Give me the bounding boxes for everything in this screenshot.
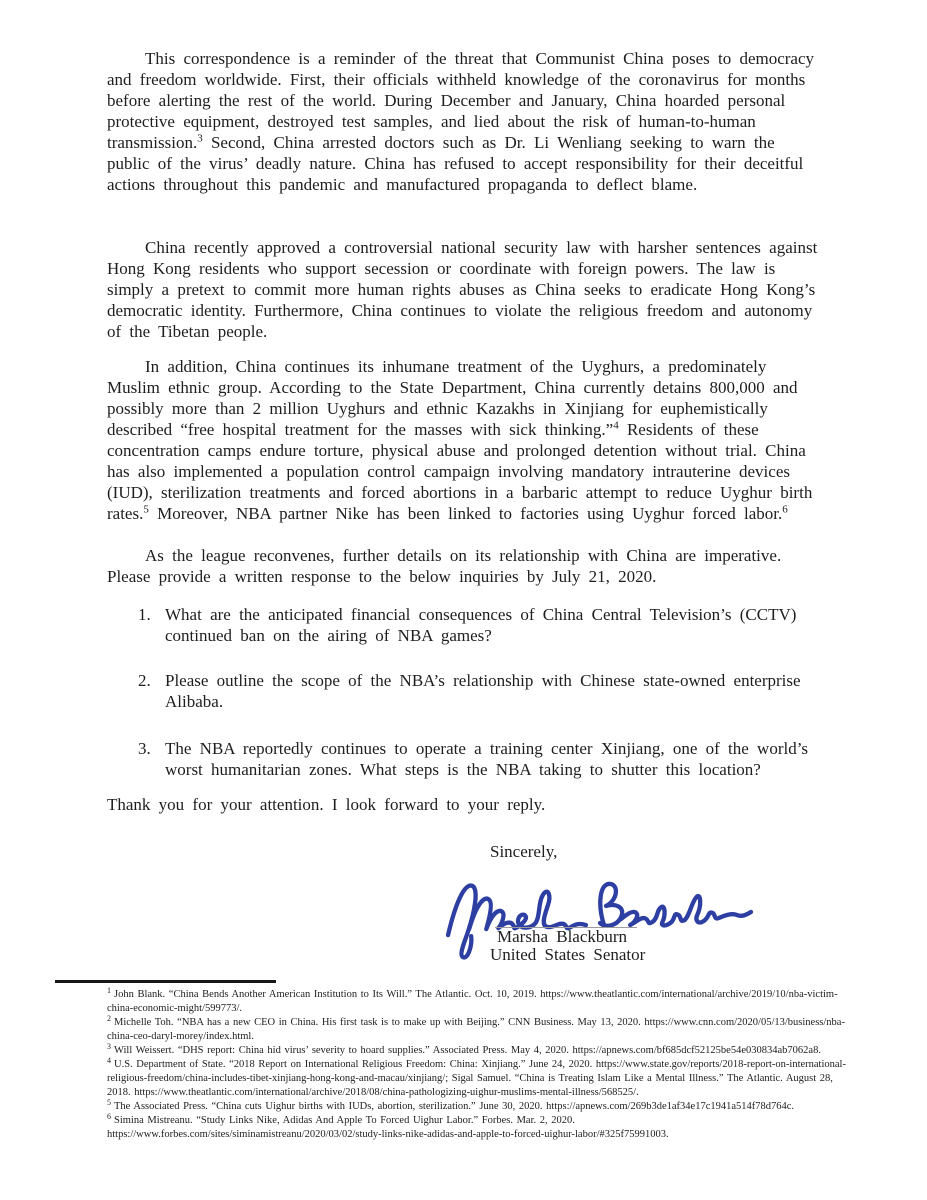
- signer-name: Marsha Blackburn: [497, 927, 628, 946]
- footnote-text: Simina Mistreanu. “Study Links Nike, Adidas And Apple To Forced Uighur Labor.” Forbes. Mar. 2, 2020. https://www.forbes.com/sites/siminamistreanu/2020/03/02/study-links-nike-adidas-and-apple-to-forced-uighur-labor/#325f75991003.: [107, 1115, 669, 1140]
- footnote-number: 2: [107, 1013, 111, 1023]
- paragraph-request: As the league reconvenes, further details on its relationship with China are imperative. Please provide a written response to the below inquiries by July 21, 2020.: [107, 546, 782, 586]
- footnote-text: The Associated Press. “China cuts Uighur births with IUDs, abortion, sterilization.” June 30, 2020. https://apnews.com/269b3de1af34e17c1941a514f78d764c.: [114, 1101, 795, 1112]
- footnote-number: 1: [107, 985, 111, 995]
- footnote-2: [107, 1013, 849, 1044]
- footnote-text: Will Weissert. “DHS report: China hid virus’ severity to hoard supplies.” Associated Press. May 4, 2020. https://apnews.com/bf685dcf52125be54e030834ab7062a8.: [114, 1045, 821, 1056]
- footnote-text: John Blank. “China Bends Another American Institution to Its Will.” The Atlantic. Oct. 10, 2019. https://www.theatlantic.com/international/archive/2019/10/nba-victim-china-economic-might/599773/.: [107, 989, 838, 1014]
- inquiry-text: The NBA reportedly continues to operate a training center Xinjiang, one of the world’s worst humanitarian zones. What steps is the NBA taking to shutter this location?: [165, 739, 809, 779]
- footnote-3: [107, 1041, 849, 1058]
- paragraph-coronavirus: This correspondence is a reminder of the threat that Communist China poses to democracy and freedom worldwide. First, their officials withheld knowledge of the coronavirus for months before alerting the rest of the world. During December and January, China hoarded personal protective equipment, destroyed test samples, and lied about the risk of human-to-human transmission.$^3$ Second, China arrested doctors such as Dr. Li Wenliang seeking to warn the public of the virus’ deadly nature. China has refused to accept responsibility for their deceitful actions throughout this pandemic and manufactured propaganda to deflect blame.: [107, 49, 815, 194]
- footnotes: [107, 985, 849, 1142]
- inquiry-item-1: [138, 604, 822, 646]
- signer-title: United States Senator: [490, 945, 646, 964]
- footnote-6: [107, 1111, 849, 1142]
- footnote-5: [107, 1097, 849, 1114]
- footnote-text: Michelle Toh. “NBA has a new CEO in China. His first task is to make up with Beijing.” CNN Business. May 13, 2020. https://www.cnn.com/2020/05/13/business/nba-china-ceo-daryl-morey/index.html.: [107, 1017, 845, 1042]
- inquiry-number: 3.: [138, 739, 151, 758]
- inquiry-item-3: [138, 738, 822, 780]
- footnote-number: 4: [107, 1055, 111, 1065]
- footnote-text: U.S. Department of State. “2018 Report on International Religious Freedom: China: Xinjiang.” June 24, 2020. https://www.state.gov/reports/2018-report-on-international-religious-freedom/china-includes-tibet-xinjiang-hong-kong-and-macau/xinjiang/; Sigal Samuel. “China is Treating Islam Like a Mental Illness.” The Atlantic. August 28, 2018. https://www.theatlantic.com/international/archive/2018/08/china-pathologizing-uighur-muslims-mental-illness/568525/.: [107, 1059, 846, 1098]
- inquiry-number: 1.: [138, 605, 151, 624]
- footnote-number: 5: [107, 1097, 111, 1107]
- inquiry-item-2: [138, 670, 822, 712]
- paragraph-hong-kong: China recently approved a controversial national security law with harsher sentences against Hong Kong residents who support secession or coordinate with foreign powers. The law is simply a pretext to commit more human rights abuses as China seeks to eradicate Hong Kong’s democratic identity. Furthermore, China continues to violate the religious freedom and autonomy of the Tibetan people.: [107, 238, 818, 341]
- footnote-number: 3: [107, 1041, 111, 1051]
- footnote-separator: [55, 980, 276, 983]
- footnote-4: [107, 1055, 849, 1100]
- footnote-number: 6: [107, 1111, 111, 1121]
- inquiry-number: 2.: [138, 671, 151, 690]
- valediction: Sincerely,: [490, 842, 558, 861]
- paragraph-uyghurs: In addition, China continues its inhumane treatment of the Uyghurs, a predominately Muslim ethnic group. According to the State Department, China currently detains 800,000 and possibly more than 2 million Uyghurs and ethnic Kazakhs in Xinjiang for euphemistically described “free hospital treatment for the masses with sick thinking.”$^4$ Residents of these concentration camps endure torture, physical abuse and prolonged detention without trial. China has also implemented a population control campaign involving mandatory intrauterine devices (IUD), sterilization treatments and forced abortions in a barbaric attempt to reduce Uyghur birth rates.$^5$ Moreover, NBA partner Nike has been linked to factories using Uyghur forced labor.$^6$: [107, 357, 813, 523]
- footnote-1: [107, 985, 849, 1016]
- inquiry-text: What are the anticipated financial consequences of China Central Television’s (CCTV) continued ban on the airing of NBA games?: [165, 605, 797, 645]
- closing-line: Thank you for your attention. I look forward to your reply.: [107, 795, 546, 814]
- inquiry-text: Please outline the scope of the NBA’s relationship with Chinese state-owned enterprise Alibaba.: [165, 671, 801, 711]
